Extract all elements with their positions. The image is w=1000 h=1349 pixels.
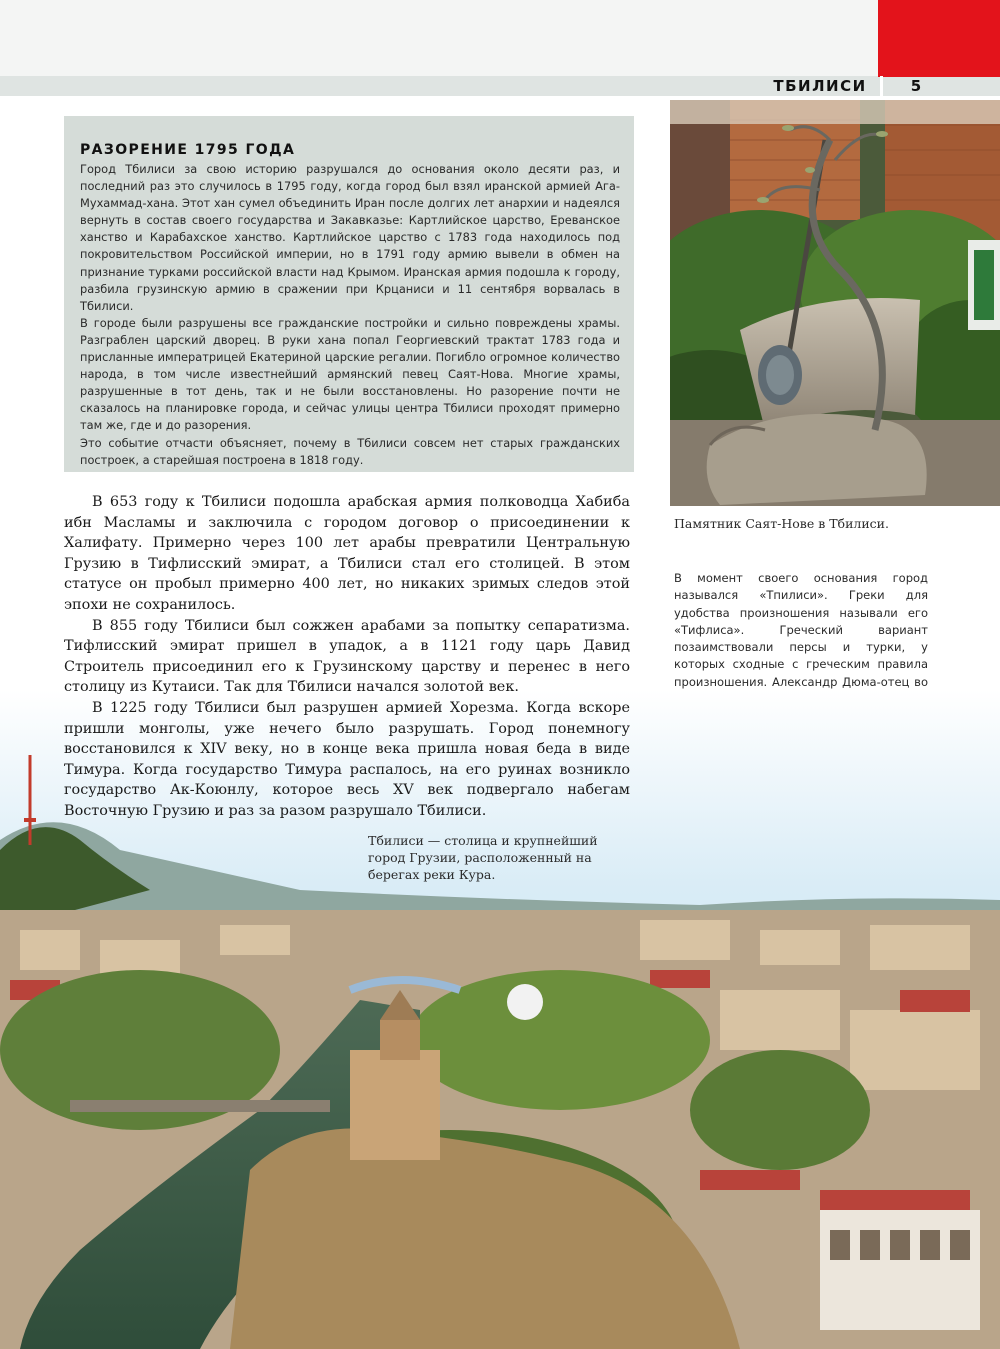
note-paragraph: В момент своего основания город назывался «Тпилиси». Греки для удобства произношения называли его «Тифлиса». Греческий вариант позаимствовали персы и турки, у которых сходные с греческим правила произношения. Александр Дюма-отец во [674, 571, 928, 689]
sidebar-paragraph: Город Тбилиси за свою историю разрушался до основания около десяти раз, и последний раз это случилось в 1795 году, когда город был взял иранской армией Ага-Мухаммад-хана. Этот хан сумел объединить Иран после долгих лет анархии и надеялся вернуть в состав своего государства и Закавказье: Картлийское царство, Ереванское ханство и Карабахское ханство. Картлийское царство с 1783 года находилось под покровительством Российской империи, но в 1791 году армию вывели в обмен на признание турками российской власти над Крымом. Иранская армия подошла к городу, разбила грузинскую армию в сражении при Крцаниси и 11 сентября ворвалась в Тбилиси. [80, 162, 620, 313]
article-paragraph: В 653 году к Тбилиси подошла арабская армия полководца Хабиба ибн Масламы и заключила с городом договор о присоединении к Халифату. Примерно через 100 лет арабы превратили Центральную Грузию в Тифлисский эмират, а Тбилиси стал его столицей. В этом статусе он пробыл примерно 400 лет, но никаких зримых следов этой эпохи не сохранилось. [64, 494, 630, 613]
monument-illustration [670, 100, 1000, 506]
history-sidebar-box [64, 116, 634, 472]
sayat-nova-monument-photo [670, 100, 1000, 506]
section-color-tab [878, 0, 1000, 77]
page-number: 5 [910, 77, 922, 95]
monument-caption: Памятник Саят-Нове в Тбилиси. [674, 516, 889, 531]
sidebar-title: РАЗОРЕНИЕ 1795 ГОДА [80, 142, 296, 158]
sidebar-paragraph: Это событие отчасти объясняет, почему в Тбилиси совсем нет старых гражданских построек, а старейшая построена в 1818 году. [80, 435, 620, 467]
header-background [0, 0, 1000, 76]
sidebar-text [80, 161, 620, 469]
main-article-text [64, 492, 630, 822]
article-paragraph: В 855 году Тбилиси был сожжен арабами за попытку сепаратизма. Тифлисский эмират пришел в упадок, а в 1121 году царь Давид Строитель присоединил его к Грузинскому царству и перенес в него столицу из Кутаиси. Так для Тбилиси начался золотой век. [64, 617, 630, 696]
sidebar-paragraph: В городе были разрушены все гражданские постройки и сильно повреждены храмы. Разграблен царский дворец. В руки хана попал Георгиевский трактат 1783 года и присланные императрицей Екатериной царские регалии. Погибло огромное количество народа, в том числе известнейший армянский певец Саят-Нова. Многие храмы, разрушенные в тот день, так и не были восстановлены. Но разорение почти не сказалось на планировке города, и сейчас улицы центра Тбилиси проходят примерно там же, где и до разорения. [80, 315, 620, 433]
section-title: ТБИЛИСИ [773, 77, 867, 95]
article-paragraph: В 1225 году Тбилиси был разрушен армией Хорезма. Когда вскоре пришли монголы, уже нечего было разрушать. Город понемногу восстановился к XIV веку, но в конце века пришла новая беда в виде Тимура. Когда государство Тимура распалось, на его руинах возникло государство Ак-Коюнлу, которое весь XV век подвергало набегам Восточную Грузию и раз за разом разрушало Тбилиси. [64, 699, 630, 819]
panorama-caption: Тбилиси — столица и крупнейший город Грузии, расположенный на берегах реки Кура. [368, 833, 598, 882]
header-divider [880, 76, 883, 96]
